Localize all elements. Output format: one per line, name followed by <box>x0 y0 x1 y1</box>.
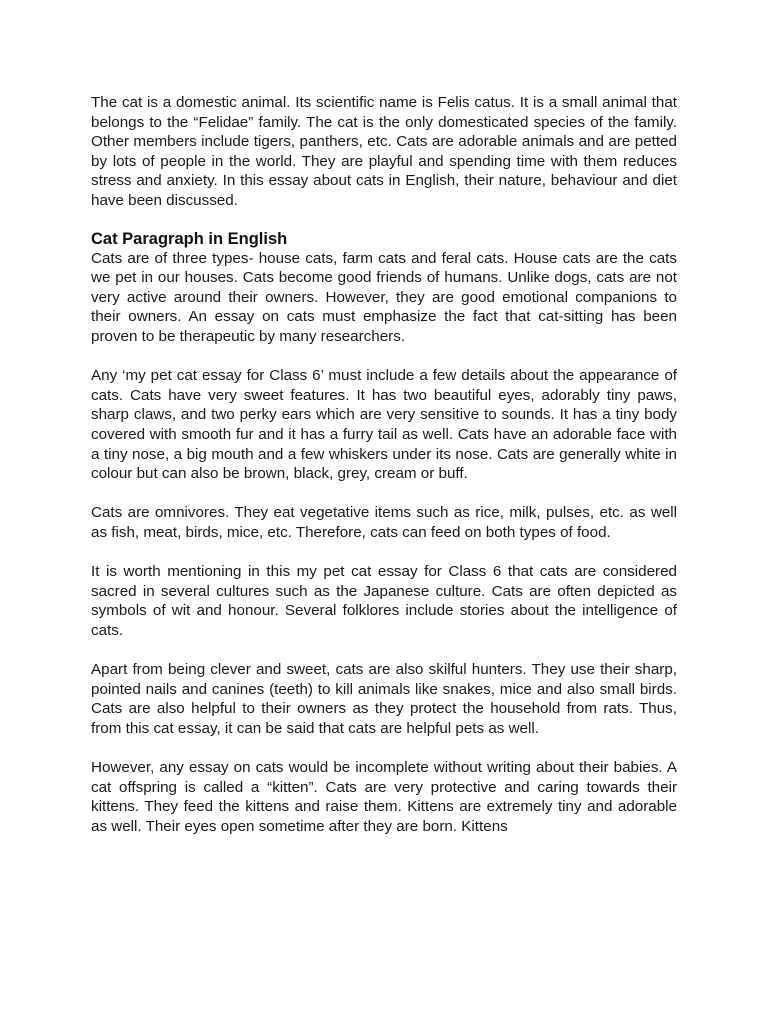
section-heading: Cat Paragraph in English <box>91 229 288 248</box>
paragraph-types: Cats are of three types- house cats, farm cats and feral cats. House cats are the cats we pet in our houses. Cats become good friends of humans. Unlike dogs, cats are not very active around their owners. However, they are good emotional companions to their owners. An essay on cats must emphasize the fact that cat-sitting has been proven to be therapeutic by many researchers. <box>91 249 677 345</box>
paragraph-diet: Cats are omnivores. They eat vegetative items such as rice, milk, pulses, etc. as well as fish, meat, birds, mice, etc. Therefore, cats can feed on both types of food. <box>91 504 677 541</box>
paragraph-appearance: Any ‘my pet cat essay for Class 6’ must include a few details about the appearance of cats. Cats have very sweet features. It has two beautiful eyes, adorably tiny paws, sharp claws, and two perky ears which are very sensitive to sounds. It has a tiny body covered with smooth fur and it has a furry tail as well. Cats have an adorable face with a tiny nose, a big mouth and a few whiskers under its nose. Cats are generally white in colour but can also be brown, black, grey, cream or buff. <box>91 367 677 483</box>
intro-paragraph: The cat is a domestic animal. Its scientific name is Felis catus. It is a small animal that belongs to the “Felidae” family. The cat is the only domesticated species of the family. Other members include tigers, panthers, etc. Cats are adorable animals and are petted by lots of people in the world. They are playful and spending time with them reduces stress and anxiety. In this essay about cats in English, their nature, behaviour and diet have been discussed. <box>91 94 677 209</box>
paragraph-kittens: However, any essay on cats would be incomplete without writing about their babies. A cat offspring is called a “kitten”. Cats are very protective and caring towards their kittens. They feed the kittens and raise them. Kittens are extremely tiny and adorable as well. Their eyes open sometime after they are born. Kittens <box>91 759 677 835</box>
paragraph-hunters: Apart from being clever and sweet, cats are also skilful hunters. They use their sharp, pointed nails and canines (teeth) to kill animals like snakes, mice and also small birds. Cats are also helpful to their owners as they protect the household from rats. Thus, from this cat essay, it can be said that cats are helpful pets as well. <box>91 661 677 737</box>
document-body <box>91 93 677 836</box>
paragraph-culture: It is worth mentioning in this my pet cat essay for Class 6 that cats are considered sacred in several cultures such as the Japanese culture. Cats are often depicted as symbols of wit and honour. Several folklores include stories about the intelligence of cats. <box>91 563 677 639</box>
